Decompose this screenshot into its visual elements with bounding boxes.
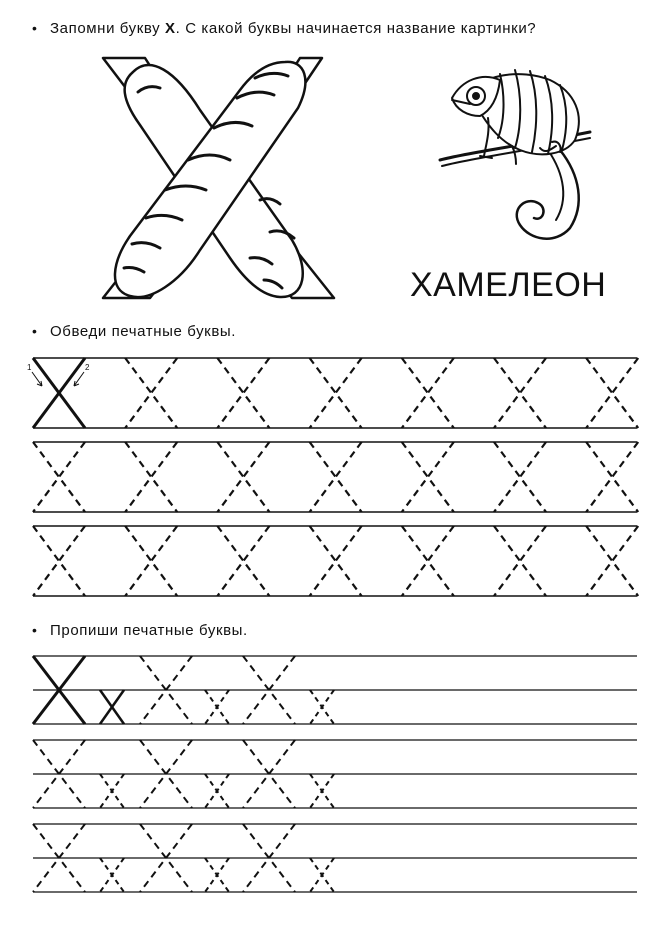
dashed-small-letter-x[interactable] <box>100 774 124 808</box>
bullet: • <box>32 323 38 339</box>
bullet: • <box>32 622 38 638</box>
picture-word: ХАМЕЛЕОН <box>410 266 607 304</box>
dashed-small-letter-x[interactable] <box>205 690 229 724</box>
instruction-text-end: . С какой буквы начинается название картинки? <box>175 20 537 37</box>
instruction-write-text: Пропиши печатные буквы. <box>50 622 248 639</box>
sample-small-letter-x[interactable] <box>100 690 124 724</box>
dashed-small-letter-x[interactable] <box>205 774 229 808</box>
dashed-small-letter-x[interactable] <box>310 774 334 808</box>
stroke-order-number-2: 2 <box>85 363 90 372</box>
bullet: • <box>32 20 38 36</box>
stroke-order-number-1: 1 <box>27 363 32 372</box>
instruction-text-start: Запомни букву <box>50 20 166 37</box>
dashed-small-letter-x[interactable] <box>310 858 334 892</box>
highlighted-letter: Х <box>165 20 176 37</box>
dashed-small-letter-x[interactable] <box>310 690 334 724</box>
instruction-trace-text: Обведи печатные буквы. <box>50 323 237 340</box>
dashed-small-letter-x[interactable] <box>205 858 229 892</box>
dashed-small-letter-x[interactable] <box>100 858 124 892</box>
